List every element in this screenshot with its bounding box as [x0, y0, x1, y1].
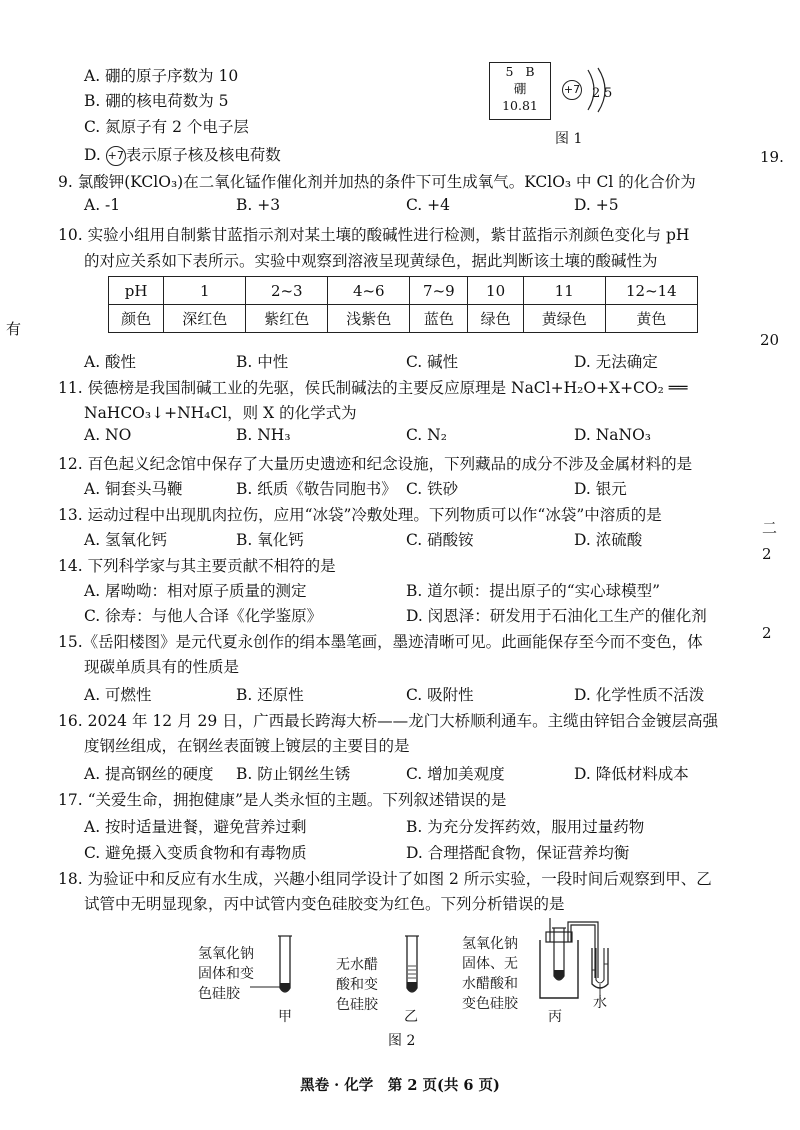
periodic-element-box [489, 62, 551, 120]
desc-line: 氢氧化钠 [462, 936, 518, 952]
q14-option-a: A. 屠呦呦：相对原子质量的测定 [84, 582, 307, 600]
desc-line: 色硅胶 [198, 986, 240, 1002]
q16-option-d: D. 降低材料成本 [574, 765, 689, 783]
q13-stem: 13. 运动过程中出现肌肉拉伤，应用“冰袋”冷敷处理。下列物质可以作“冰袋”中溶质的是 [58, 506, 662, 524]
q18-stem-line1: 18. 为验证中和反应有水生成，兴趣小组同学设计了如图 2 所示实验，一段时间后观察到甲、乙 [58, 870, 712, 888]
pointer-line-jia [250, 986, 282, 990]
q13-option-a: A. 氢氧化钙 [84, 531, 168, 549]
table-cell: 黄绿色 [523, 305, 605, 333]
shell-2-electrons: 5 [604, 86, 613, 101]
q9-option-a: A. -1 [84, 196, 121, 214]
q11-stem-line2: NaHCO₃↓+NH₄Cl，则 X 的化学式为 [84, 404, 357, 422]
q11-option-d: D. NaNO₃ [574, 426, 652, 444]
atom-nucleus-icon: +7 [562, 80, 582, 100]
q11-option-a: A. NO [84, 426, 132, 444]
table-cell: 绿色 [468, 305, 523, 333]
element-number: 5 [505, 64, 514, 79]
desc-line: 变色硅胶 [462, 996, 518, 1012]
margin-mark: 有 [6, 320, 22, 338]
desc-line: 固体、无 [462, 956, 518, 972]
desc-line: 氢氧化钠 [198, 946, 254, 962]
q14-option-b: B. 道尔顿：提出原子的“实心球模型” [406, 582, 661, 600]
margin-mark: 2 [762, 624, 772, 642]
q18-stem-line2: 试管中无明显现象，丙中试管内变色硅胶变为红色。下列分析错误的是 [84, 895, 565, 913]
q8-option-a: A. 硼的原子序数为 10 [84, 67, 239, 85]
table-cell: 12~14 [605, 277, 697, 305]
q17-option-b: B. 为充分发挥药效，服用过量药物 [406, 818, 645, 836]
table-cell: 11 [523, 277, 605, 305]
table-row [109, 277, 698, 305]
desc-line: 色硅胶 [336, 997, 378, 1013]
table-cell: 紫红色 [246, 305, 328, 333]
ph-color-table [108, 276, 698, 333]
margin-mark: 20 [760, 331, 780, 349]
table-row [109, 305, 698, 333]
q13-option-d: D. 浓硫酸 [574, 531, 643, 549]
tube-jia-description [198, 944, 254, 1004]
q15-stem-line2: 现碳单质具有的性质是 [84, 658, 240, 676]
element-header [490, 63, 550, 80]
table-cell: 2~3 [246, 277, 328, 305]
q17-option-a: A. 按时适量进餐，避免营养过剩 [84, 818, 307, 836]
q17-stem: 17. “关爱生命，拥抱健康”是人类永恒的主题。下列叙述错误的是 [58, 791, 507, 809]
tube-jia-label: 甲 [278, 1009, 292, 1025]
q16-stem-line2: 度钢丝组成，在钢丝表面镀上镀层的主要目的是 [84, 737, 410, 755]
q10-option-c: C. 碱性 [406, 353, 459, 371]
q15-option-c: C. 吸附性 [406, 686, 474, 704]
q15-option-d: D. 化学性质不活泼 [574, 686, 705, 704]
q16-option-a: A. 提高钢丝的硬度 [84, 765, 214, 783]
q10-option-b: B. 中性 [236, 353, 289, 371]
q15-option-a: A. 可燃性 [84, 686, 152, 704]
q17-option-c: C. 避免摄入变质食物和有毒物质 [84, 844, 307, 862]
nucleus-circle-icon: +7 [106, 146, 126, 166]
desc-line: 酸和变 [336, 977, 378, 993]
q13-option-b: B. 氧化钙 [236, 531, 304, 549]
tube-bing-label: 丙 [548, 1009, 562, 1025]
q12-option-b: B. 纸质《敬告同胞书》 [236, 480, 397, 498]
table-cell: 1 [164, 277, 246, 305]
apparatus-bing-icon [530, 918, 630, 1002]
margin-mark: 二 [762, 519, 778, 537]
tube-bing-description [462, 934, 518, 1014]
table-cell: 颜色 [109, 305, 164, 333]
table-cell: 深红色 [164, 305, 246, 333]
q10-option-a: A. 酸性 [84, 353, 137, 371]
q8-option-c: C. 氮原子有 2 个电子层 [84, 118, 249, 136]
q8-option-d [84, 143, 281, 166]
q12-option-a: A. 铜套头马鞭 [84, 480, 183, 498]
desc-line: 无水醋 [336, 957, 378, 973]
element-name: 硼 [513, 81, 527, 96]
tube-yi-description [336, 955, 378, 1015]
table-cell: 浅紫色 [328, 305, 410, 333]
q11-stem-line1: 11. 侯德榜是我国制碱工业的先驱，侯氏制碱法的主要反应原理是 NaCl+H₂O+X+CO₂ ══ [58, 379, 688, 397]
desc-line: 水醋酸和 [462, 976, 518, 992]
q14-option-c: C. 徐寿：与他人合译《化学鉴原》 [84, 607, 323, 625]
figure-2-label: 图 2 [388, 1033, 416, 1049]
table-cell: pH [109, 277, 164, 305]
q13-option-c: C. 硝酸铵 [406, 531, 474, 549]
table-cell: 黄色 [605, 305, 697, 333]
q15-option-b: B. 还原性 [236, 686, 304, 704]
q9-option-d: D. +5 [574, 196, 619, 214]
test-tube-yi-icon [404, 936, 420, 998]
q8-option-d-text: 表示原子核及核电荷数 [125, 146, 281, 164]
q12-option-c: C. 铁砂 [406, 480, 459, 498]
q8-option-d-prefix: D. [84, 146, 101, 164]
q8-option-b: B. 硼的核电荷数为 5 [84, 92, 229, 110]
q9-option-c: C. +4 [406, 196, 451, 214]
desc-line: 固体和变 [198, 966, 254, 982]
q17-option-d: D. 合理搭配食物，保证营养均衡 [406, 844, 630, 862]
q12-option-d: D. 银元 [574, 480, 627, 498]
q11-option-c: C. N₂ [406, 426, 447, 444]
q14-stem: 14. 下列科学家与其主要贡献不相符的是 [58, 557, 336, 575]
table-cell: 4~6 [328, 277, 410, 305]
table-cell: 7~9 [410, 277, 468, 305]
margin-mark: 2 [762, 545, 772, 563]
tube-yi-label: 乙 [404, 1009, 418, 1025]
page-footer: 黑卷 · 化学 第 2 页(共 6 页) [300, 1077, 500, 1094]
water-label: 水 [593, 995, 607, 1011]
q16-stem-line1: 16. 2024 年 12 月 29 日，广西最长跨海大桥——龙门大桥顺利通车。主缆由锌铝合金镀层高强 [58, 712, 719, 730]
q16-option-c: C. 增加美观度 [406, 765, 505, 783]
q12-stem: 12. 百色起义纪念馆中保存了大量历史遗迹和纪念设施，下列藏品的成分不涉及金属材料的是 [58, 455, 693, 473]
element-mass: 10.81 [502, 98, 538, 113]
element-symbol: B [525, 64, 535, 79]
q10-stem-line2: 的对应关系如下表所示。实验中观察到溶液呈现黄绿色，据此判断该土壤的酸碱性为 [84, 252, 658, 270]
q10-stem-line1: 10. 实验小组用自制紫甘蓝指示剂对某土壤的酸碱性进行检测，紫甘蓝指示剂颜色变化与 pH [58, 226, 690, 244]
q15-stem-line1: 15.《岳阳楼图》是元代夏永创作的绢本墨笔画，墨迹清晰可见。此画能保存至今而不变色，体 [58, 633, 703, 651]
table-cell: 10 [468, 277, 523, 305]
margin-mark: 19. [760, 148, 784, 166]
shell-1-electrons: 2 [592, 86, 601, 101]
q9-option-b: B. +3 [236, 196, 281, 214]
q10-option-d: D. 无法确定 [574, 353, 658, 371]
q9-stem: 9. 氯酸钾(KClO₃)在二氧化锰作催化剂并加热的条件下可生成氧气。KClO₃ 中 Cl 的化合价为 [58, 173, 696, 191]
figure-1-label: 图 1 [555, 131, 583, 147]
q16-option-b: B. 防止钢丝生锈 [236, 765, 351, 783]
table-cell: 蓝色 [410, 305, 468, 333]
q14-option-d: D. 闵恩泽：研发用于石油化工生产的催化剂 [406, 607, 707, 625]
q11-option-b: B. NH₃ [236, 426, 291, 444]
